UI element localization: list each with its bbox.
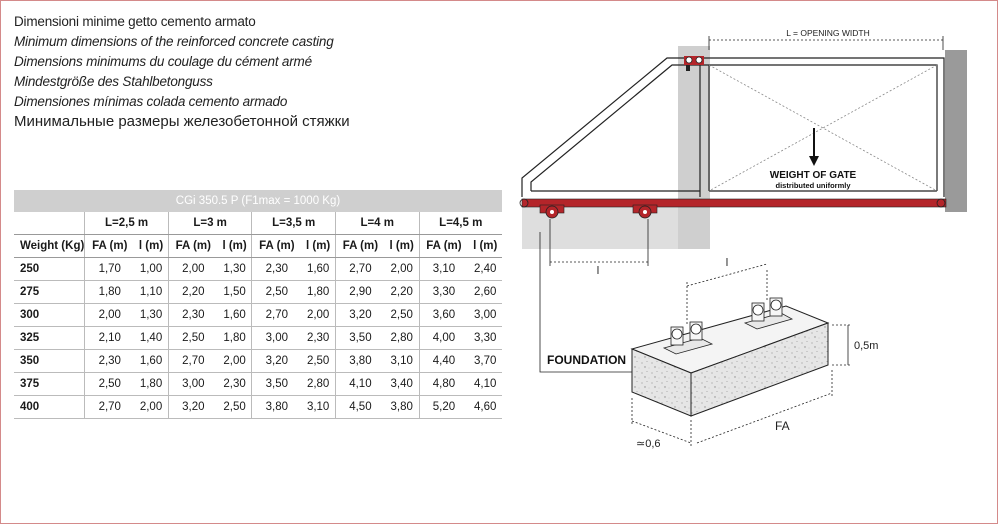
- l-cell: 4,60: [468, 396, 502, 419]
- fa-cell: 3,80: [335, 350, 384, 373]
- title-spanish: Dimensiones mínimas colada cemento armado: [14, 94, 288, 109]
- fa-cell: 4,80: [419, 373, 468, 396]
- l-cell: 1,50: [218, 281, 252, 304]
- fa-cell: 3,60: [419, 304, 468, 327]
- l-header: l (m): [218, 235, 252, 258]
- fa-cell: 3,50: [252, 373, 301, 396]
- fa-cell: 2,90: [335, 281, 384, 304]
- fa-cell: 2,70: [168, 350, 217, 373]
- title-french: Dimensions minimums du coulage du cément armé: [14, 54, 312, 69]
- fa-cell: 3,00: [168, 373, 217, 396]
- l-cell: 1,40: [134, 327, 168, 350]
- l-cell: 2,00: [385, 258, 419, 281]
- l-cell: 1,10: [134, 281, 168, 304]
- l-cell: 2,00: [301, 304, 335, 327]
- l-cell: 2,80: [301, 373, 335, 396]
- fa-cell: 3,50: [335, 327, 384, 350]
- fa-cell: 2,70: [252, 304, 301, 327]
- fa-cell: 2,70: [85, 396, 134, 419]
- l-header: l (m): [134, 235, 168, 258]
- fa-cell: 4,40: [419, 350, 468, 373]
- fa-cell: 3,20: [252, 350, 301, 373]
- fa-cell: 1,70: [85, 258, 134, 281]
- l-cell: 3,10: [301, 396, 335, 419]
- fa-cell: 3,10: [419, 258, 468, 281]
- fa-cell: 1,80: [85, 281, 134, 304]
- l-cell: 1,80: [301, 281, 335, 304]
- weight-cell: 325: [14, 327, 85, 350]
- distributed-label: distributed uniformly: [775, 181, 851, 190]
- weight-cell: 275: [14, 281, 85, 304]
- opening-width-dimension: [709, 36, 943, 50]
- fa-label: FA: [775, 419, 790, 433]
- fa-cell: 2,00: [85, 304, 134, 327]
- group-header: L=2,5 m: [85, 212, 169, 235]
- foundation-leader: [540, 232, 633, 372]
- group-header: L=4 m: [335, 212, 419, 235]
- l-cell: 3,40: [385, 373, 419, 396]
- fa-cell: 2,50: [85, 373, 134, 396]
- table-caption: CGi 350.5 P (F1max = 1000 Kg): [14, 190, 502, 212]
- weight-cell: 300: [14, 304, 85, 327]
- l-cell: 3,00: [468, 304, 502, 327]
- weight-cell: 350: [14, 350, 85, 373]
- l-cell: 1,30: [134, 304, 168, 327]
- weight-arrow-icon: [809, 128, 819, 166]
- weight-cell: 250: [14, 258, 85, 281]
- l-cell: 1,60: [218, 304, 252, 327]
- weight-of-gate-label: WEIGHT OF GATE: [769, 170, 857, 181]
- depth-dimension: [832, 325, 852, 365]
- fa-cell: 4,00: [419, 327, 468, 350]
- l-cell: 2,20: [385, 281, 419, 304]
- fa-header: FA (m): [85, 235, 134, 258]
- weight-cell: 375: [14, 373, 85, 396]
- group-header: L=3 m: [168, 212, 252, 235]
- gate-post: [678, 46, 710, 249]
- l-cell: 3,70: [468, 350, 502, 373]
- title-italian: Dimensioni minime getto cemento armato: [14, 14, 256, 29]
- fa-cell: 4,50: [335, 396, 384, 419]
- ground-rail: [522, 199, 946, 207]
- fa-cell: 2,20: [168, 281, 217, 304]
- title-english: Minimum dimensions of the reinforced concrete casting: [14, 34, 334, 49]
- l-cell: 2,50: [301, 350, 335, 373]
- concrete-slab: [522, 207, 680, 249]
- l-cell: 1,00: [134, 258, 168, 281]
- fa-header: FA (m): [419, 235, 468, 258]
- l-cell: 2,30: [218, 373, 252, 396]
- l-cell: 2,50: [218, 396, 252, 419]
- weight-cell: 400: [14, 396, 85, 419]
- fa-cell: 4,10: [335, 373, 384, 396]
- title-german: Mindestgröße des Stahlbetonguss: [14, 74, 213, 89]
- fa-cell: 3,30: [419, 281, 468, 304]
- gate-frame: [522, 58, 944, 197]
- l-cell: 2,60: [468, 281, 502, 304]
- l-cell: 1,80: [134, 373, 168, 396]
- width-label: ≃0,6: [636, 438, 661, 450]
- fa-cell: 2,50: [168, 327, 217, 350]
- group-header: L=3,5 m: [252, 212, 336, 235]
- opening-width-label: L = OPENING WIDTH: [786, 28, 870, 38]
- l-cell: 1,30: [218, 258, 252, 281]
- weight-header: Weight (Kg): [14, 235, 85, 258]
- l-cell: 2,30: [301, 327, 335, 350]
- l-cell: 2,00: [218, 350, 252, 373]
- l-cell: 1,80: [218, 327, 252, 350]
- fa-cell: 3,20: [168, 396, 217, 419]
- foundation-label: FOUNDATION: [547, 353, 627, 367]
- l-cell: 2,40: [468, 258, 502, 281]
- l-header: l (m): [385, 235, 419, 258]
- fa-header: FA (m): [252, 235, 301, 258]
- fa-header: FA (m): [335, 235, 384, 258]
- fa-cell: 3,00: [252, 327, 301, 350]
- l-top-label: l: [725, 257, 729, 269]
- l-cell: 3,80: [385, 396, 419, 419]
- l-header: l (m): [468, 235, 502, 258]
- l-cell: 2,00: [134, 396, 168, 419]
- l-cell: 3,30: [468, 327, 502, 350]
- fa-cell: 2,30: [168, 304, 217, 327]
- l-cell: 2,80: [385, 327, 419, 350]
- group-header: L=4,5 m: [419, 212, 502, 235]
- fa-cell: 2,70: [335, 258, 384, 281]
- fa-cell: 5,20: [419, 396, 468, 419]
- l-label: l: [596, 265, 600, 277]
- l-cell: 2,50: [385, 304, 419, 327]
- l-header: l (m): [301, 235, 335, 258]
- fa-cell: 2,50: [252, 281, 301, 304]
- l-cell: 1,60: [134, 350, 168, 373]
- fa-header: FA (m): [168, 235, 217, 258]
- fa-cell: 3,20: [335, 304, 384, 327]
- l-cell: 4,10: [468, 373, 502, 396]
- l-cell: 3,10: [385, 350, 419, 373]
- foundation-block: [632, 306, 828, 416]
- title-russian: Минимальные размеры железобетонной стяжки: [14, 113, 350, 130]
- fa-cell: 2,30: [85, 350, 134, 373]
- fa-cell: 3,80: [252, 396, 301, 419]
- fa-cell: 2,00: [168, 258, 217, 281]
- fa-cell: 2,10: [85, 327, 134, 350]
- fa-cell: 2,30: [252, 258, 301, 281]
- depth-label: 0,5m: [854, 340, 879, 352]
- l-cell: 1,60: [301, 258, 335, 281]
- end-wall: [945, 50, 967, 212]
